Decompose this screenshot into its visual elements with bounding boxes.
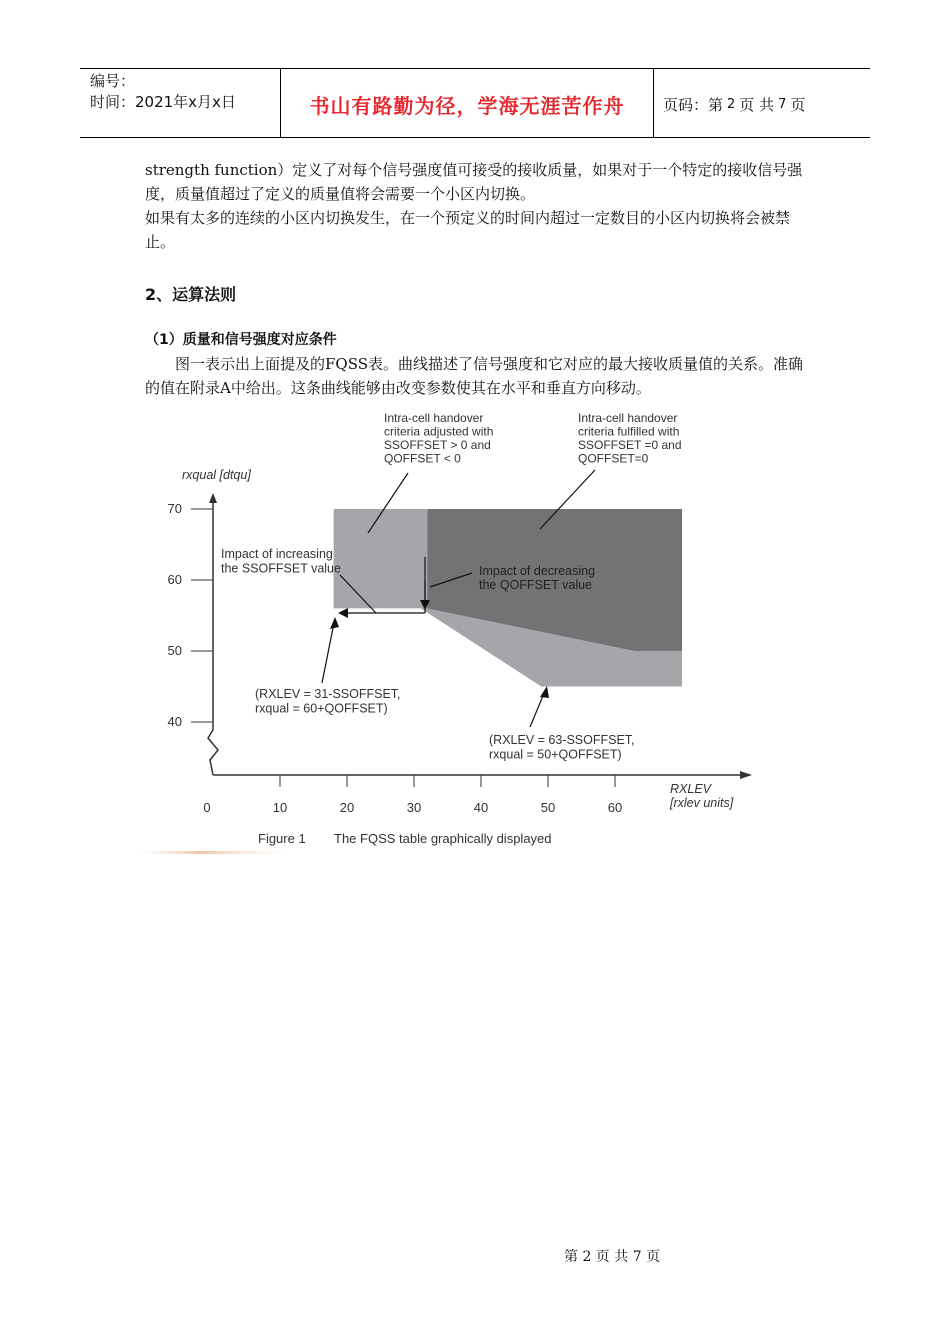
annotation-point-high: rxqual = 50+QOFFSET) [489,747,622,762]
annotation-top-right: Intra-cell handover [578,411,678,425]
y-axis-title: rxqual [dtqu] [182,468,251,482]
x-tick-label: 0 [203,800,211,815]
time-label: 时间：2021年x月x日 [90,93,236,111]
page-mid: 页 共 [739,95,775,114]
subsection-heading: （1）质量和信号强度对应条件 [145,332,337,348]
footer-page-number: 第 2 页 共 7 页 [564,1249,661,1265]
x-tick-label: 10 [272,800,288,815]
x-tick-label: 30 [406,800,422,815]
arrow-point-high-head [540,686,549,698]
x-tick-label: 60 [607,800,623,815]
page-header [80,68,870,138]
figure-caption-text: The FQSS table graphically displayed [334,831,552,846]
annotation-top-right: criteria fulfilled with [578,424,680,439]
paragraph-1: strength function）定义了对每个信号强度值可接受的接收质量，如果对于一个特定的接收信号强度，质量值超过了定义的质量值将会需要一个小区内切换。 [145,161,803,203]
y-axis-break [208,730,218,775]
page-prefix: 页码：第 [663,95,724,114]
annotation-top-left: QOFFSET < 0 [384,451,461,466]
arrow-ss-shift-head [338,608,348,618]
annotation-ss-impact: the SSOFFSET value [221,561,341,576]
x-axis-arrowhead [740,771,752,779]
annotation-q-impact: Impact of decreasing [479,564,596,578]
page-suffix: 页 [790,95,806,114]
y-tick-label: 70 [167,501,182,516]
page-number: 2 [727,96,736,112]
annotation-top-left: Intra-cell handover [384,411,484,425]
annotation-point-high: (RXLEV = 63-SSOFFSET, [489,733,635,747]
fqss-figure [140,405,780,860]
header-page-info [654,69,870,137]
x-axis-title-line2: [rxlev units] [670,796,734,810]
arrow-point-low [322,623,334,683]
y-tick-label: 60 [167,572,182,587]
annotation-point-low: (RXLEV = 31-SSOFFSET, [255,687,401,701]
arrow-point-low-head [330,617,339,629]
decorative-line [140,851,290,854]
fqss-chart [140,405,780,860]
x-axis-title-line1: RXLEV [670,782,711,796]
annotation-top-left: SSOFFSET > 0 and [384,438,491,452]
annotation-top-left: criteria adjusted with [384,424,494,439]
chart-areas [334,509,682,687]
annotation-top-right: SSOFFSET =0 and [578,438,682,452]
number-label: 编号： [90,72,136,90]
annotation-q-impact: the QOFFSET value [479,578,593,592]
y-tick-label: 50 [167,643,182,658]
body-block-2 [145,352,815,400]
header-motto: 书山有路勤为径，学海无涯苦作舟 [281,69,654,137]
annotation-top-right: QOFFSET=0 [578,451,649,466]
paragraph-3: 图一表示出上面提及的FQSS表。曲线描述了信号强度和它对应的最大接收质量值的关系。准确的值在附录A中给出。这条曲线能够由改变参数使其在水平和垂直方向移动。 [145,355,803,397]
paragraph-2: 如果有太多的连续的小区内切换发生，在一个预定义的时间内超过一定数目的小区内切换将会被禁止。 [145,209,791,251]
body-block-1 [145,158,815,254]
annotation-point-low: rxqual = 60+QOFFSET) [255,701,388,716]
section-heading: 2、运算法则 [145,285,237,304]
x-tick-label: 20 [339,800,355,815]
y-tick-label: 40 [167,714,182,729]
annotation-ss-impact: Impact of increasing [221,547,333,561]
figure-caption-number: Figure 1 [258,831,306,846]
header-left-cell [80,69,281,137]
x-tick-label: 40 [473,800,489,815]
x-tick-label: 50 [540,800,556,815]
page-total: 7 [778,96,787,112]
y-axis-arrowhead [209,493,217,503]
